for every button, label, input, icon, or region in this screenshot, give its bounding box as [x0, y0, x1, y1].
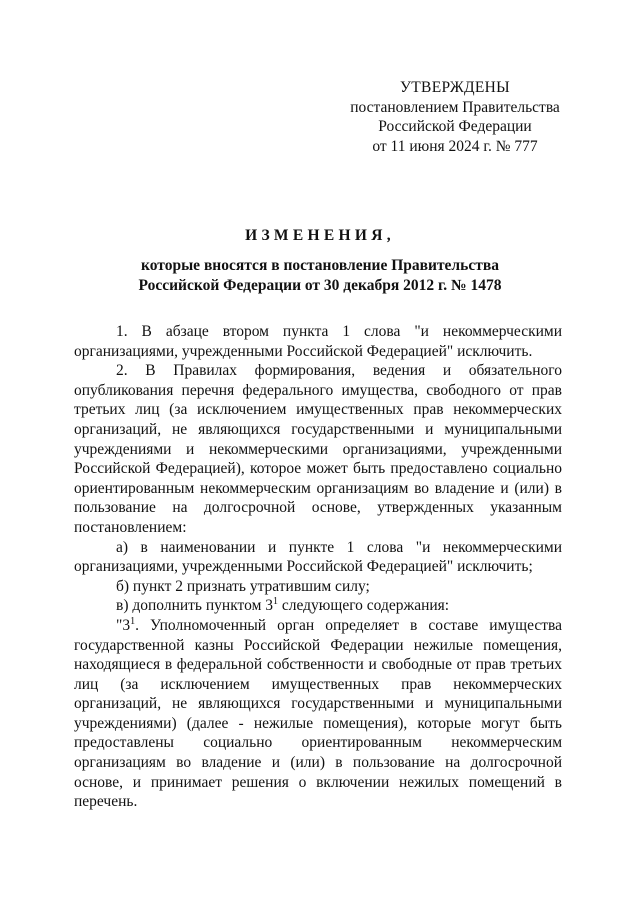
paragraph-c-tail: следующего содержания: [278, 597, 450, 615]
subtitle-line-2: Российской Федерации от 30 декабря 2012 г. № 1478 [138, 276, 502, 294]
quote-number: "3 [116, 616, 131, 634]
approval-line-3: от 11 июня 2024 г. № 777 [372, 137, 538, 155]
document-title: ИЗМЕНЕНИЯ, [245, 227, 395, 244]
paragraph-a: а) в наименовании и пункте 1 слова "и некоммерческими организациями, учрежденными Российской Федерацией" исключить; [74, 538, 562, 576]
approval-block [330, 78, 580, 156]
paragraph-1: 1. В абзаце втором пункта 1 слова "и некоммерческими организациями, учрежденными Российской Федерацией" исключить. [74, 323, 562, 360]
subtitle-line-1: которые вносятся в постановление Правительства [141, 257, 499, 274]
approval-line-1: постановлением Правительства [350, 98, 560, 116]
superscript: 1 [130, 615, 136, 627]
approval-line-2: Российской Федерации [378, 118, 532, 136]
document-heading [0, 226, 640, 295]
quote-text: . Уполномоченный орган определяет в составе имущества государственной казны Российской Федерации нежилые помещения, находящиеся в федеральной собственности и свободные от прав третьих лиц (за исключением имущественных прав некоммерческих организаций, не являющихся государственными и муниципальными учреждениями) (далее - нежилые помещения), которые могут быть предоставлены социально ориентированным некоммерческим организациям во владение и (или) в пользование на долгосрочной основе, и принимает решения о включении нежилых помещений в перечень. [74, 616, 562, 811]
quoted-paragraph [74, 616, 562, 812]
paragraph-c-text: в) дополнить пунктом 3 [116, 597, 273, 615]
paragraph-c [74, 596, 562, 616]
paragraph-b: б) пункт 2 признать утратившим силу; [116, 577, 370, 595]
superscript: 1 [273, 596, 278, 608]
document-body [74, 322, 562, 812]
document-subtitle [0, 256, 640, 295]
approval-title: УТВЕРЖДЕНЫ [400, 79, 510, 96]
paragraph-2: 2. В Правилах формирования, ведения и обязательного опубликования перечня федерального имущества, свободного от прав третьих лиц (за исключением имущественных прав некоммерческих организаций, не являющихся государственными и муниципальными учреждениями и некоммерческими организациями, учрежденными Российской Федерацией), которое может быть предоставлено социально ориентированным некоммерческим организациям во владение и (или) в пользование на долгосрочной основе, утвержденных указанным постановлением: [74, 362, 562, 536]
